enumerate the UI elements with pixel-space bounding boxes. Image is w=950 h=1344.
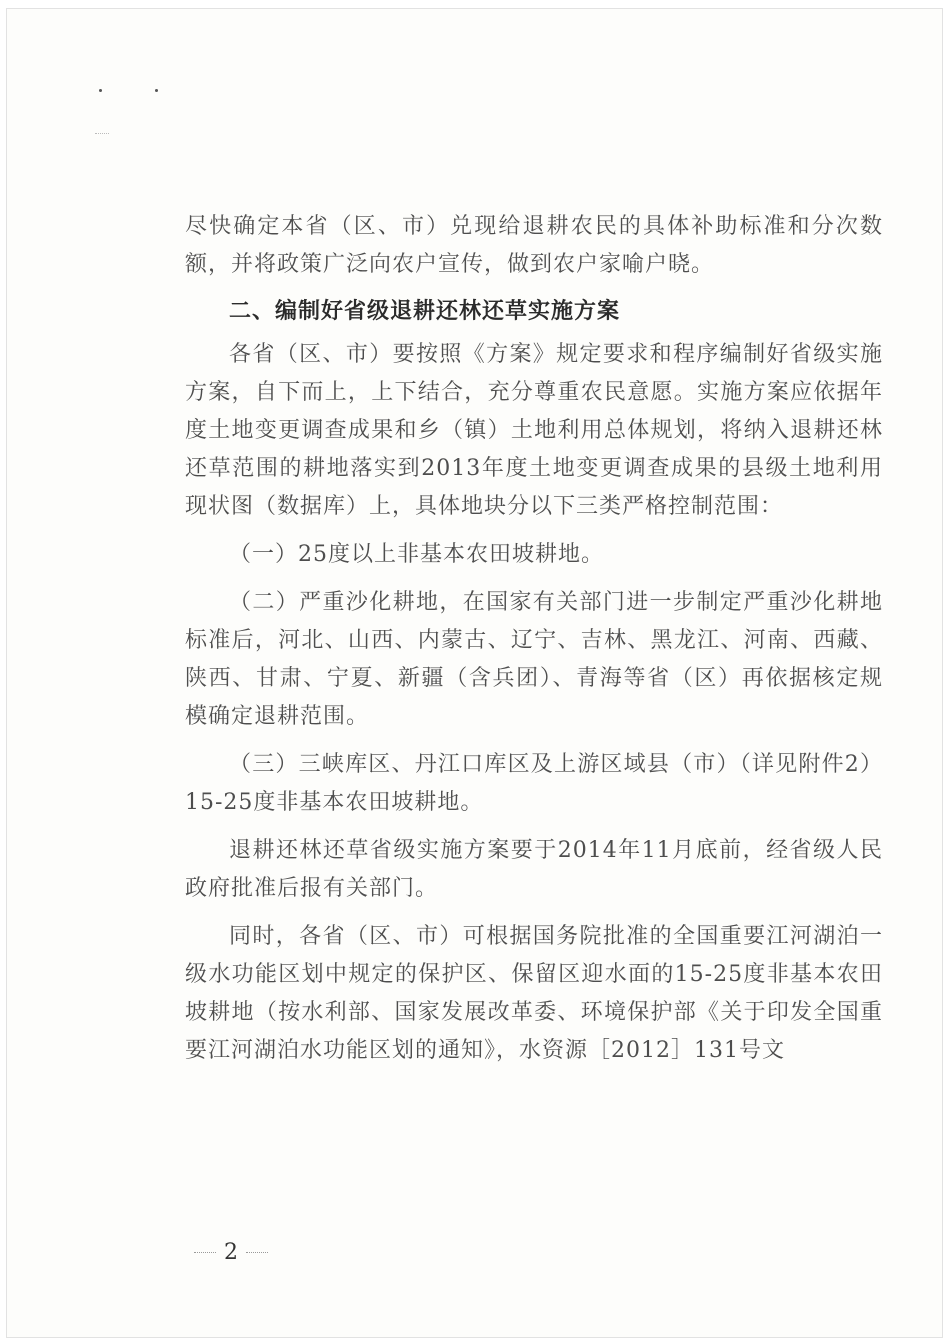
body-paragraph: 退耕还林还草省级实施方案要于2014年11月底前，经省级人民政府批准后报有关部门。 [185, 838, 883, 901]
body-paragraph: 各省（区、市）要按照《方案》规定要求和程序编制好省级实施方案，自下而上，上下结合，充分尊重农民意愿。实施方案应依据年度土地变更调查成果和乡（镇）土地利用总体规划，将纳入退耕还林还草范围的耕地落实到2013年度土地变更调查成果的县级土地利用现状图（数据库）上，具体地块分以下三类严格控制范围： [185, 342, 883, 519]
scan-artifact-specks [95, 133, 109, 136]
section-heading: 二、编制好省级退耕还林还草实施方案 [229, 299, 621, 324]
scan-artifact-dot [155, 89, 158, 92]
continued-paragraph: 尽快确定本省（区、市）兑现给退耕农民的具体补助标准和分次数额，并将政策广泛向农户宣传，做到农户家喻户晓。 [185, 214, 883, 277]
page-number: 2 [224, 1240, 238, 1265]
scan-artifact-dot [99, 89, 102, 92]
body-paragraph: （三）三峡库区、丹江口库区及上游区域县（市）（详见附件2）15-25度非基本农田坡耕地。 [185, 752, 883, 815]
page-footer [186, 1240, 276, 1265]
footer-dash-left [194, 1252, 216, 1253]
body-paragraph: 同时，各省（区、市）可根据国务院批准的全国重要江河湖泊一级水功能区划中规定的保护区、保留区迎水面的15-25度非基本农田坡耕地（按水利部、国家发展改革委、环境保护部《关于印发全国重要江河湖泊水功能区划的通知》，水资源［2012］131号文 [185, 924, 883, 1063]
body-paragraph: （二）严重沙化耕地，在国家有关部门进一步制定严重沙化耕地标准后，河北、山西、内蒙古、辽宁、吉林、黑龙江、河南、西藏、陕西、甘肃、宁夏、新疆（含兵团）、青海等省（区）再依据核定规模确定退耕范围。 [185, 590, 883, 729]
body-paragraph: （一）25度以上非基本农田坡耕地。 [229, 542, 604, 567]
footer-dash-right [246, 1252, 268, 1253]
document-body [185, 208, 883, 1070]
